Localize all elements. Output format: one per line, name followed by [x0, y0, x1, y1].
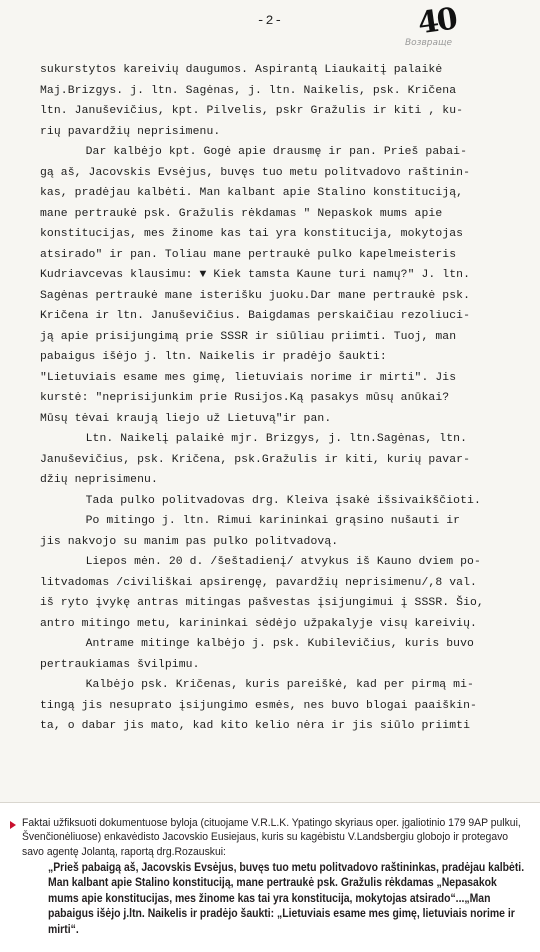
typed-line: Januševičius, psk. Kričena, psk.Gražulis ir kiti, kurių pavar- [40, 453, 471, 466]
typed-line: ltn. Januševičius, kpt. Pilvelis, pskr Gražulis ir kiti , ku- [40, 105, 464, 117]
caption-quote: „Prieš pabaigą aš, Jacovskis Evsėjus, buvęs tuo metu politvadovo raštininkas, pradėjau kalbėti. Man kalbant apie Stalino konstituciją, mane pertraukė psk. Gražulis rėkdamas „Nepasakok mums apie konstitucijas, mes žinome kas tai yra konstitucija, mokytojas atsirado“...„Man pabaigus išėjo j.ltn. Naikelis ir pradėjo šaukti: „Lietuviais esame mes gimę, lietuviais norime ir mirti“. [48, 860, 525, 936]
typed-line: Kalbėjo psk. Kričenas, kuris pareiškė, kad per pirmą mi- [85, 679, 474, 691]
typed-line: ta, o dabar jis mato, kad kito kelio nėra ir jis siūlo priimti [40, 720, 471, 732]
typed-line: kurstė: "neprisijunkim prie Rusijos.Ką pasakys mūsų anūkai? [40, 392, 450, 404]
typed-line: pabaigus išėjo j. ltn. Naikelis ir pradėjo šaukti: [40, 351, 387, 363]
typed-line: Ltn. Naikelį palaikė mjr. Brizgys, j. ltn.Sagėnas, ltn. [85, 433, 468, 445]
handwritten-page-number: 40 [415, 1, 459, 42]
typed-line: Tada pulko politvadovas drg. Kleiva įsakė išsivaikščioti. [85, 494, 481, 507]
typed-line: Kričena ir ltn. Januševičius. Baigdamas perskaičiau rezoliuci- [40, 310, 471, 322]
typed-line: sukurstytos kareivių daugumos. Aspirantą Liaukaitį palaikė [40, 64, 443, 76]
typed-line: litvadomas /civiliškai apsirengę, pavardžių neprisimenu/,8 val. [40, 576, 477, 589]
typed-line: "Lietuviais esame mes gimę, lietuviais norime ir mirti". Jis [40, 371, 457, 384]
typed-body [40, 60, 518, 737]
typed-line: tingą jis nesuprato įsijungimo esmės, nes buvo blogai paaiškin- [40, 699, 477, 712]
typed-line: rių pavardžių neprisimenu. [40, 125, 221, 138]
page-number: -2- [256, 13, 284, 28]
typed-line: iš ryto įvykę antras mitingas pašvestas įsijungimui į SSSR. Šio, [40, 597, 484, 609]
caption [10, 816, 530, 937]
typed-line: jis nakvojo su manim pas pulko politvadovą. [40, 535, 339, 548]
typed-line: Maj.Brizgys. j. ltn. Sagėnas, j. ltn. Naikelis, psk. Kričena [40, 84, 457, 97]
typed-line: Po mitingo j. ltn. Rimui karininkai grąsino nušauti ir [85, 515, 461, 527]
caption-marker-icon [10, 821, 16, 829]
typed-line: Antrame mitinge kalbėjo j. psk. Kubilevičius, kuris buvo [85, 638, 474, 650]
typed-line: kas, pradėjau kalbėti. Man kalbant apie Stalino konstituciją, [40, 187, 464, 199]
typed-line: antro mitingo metu, karininkai sėdėjo užpakalyje visų kareivių. [40, 617, 477, 630]
typed-line: Kudriavcevas klausimu: ▼ Kiek tamsta Kaune turi namų?" J. ltn. [40, 269, 471, 281]
typed-line: ją apie prisijungimą prie SSSR ir siūliau priimti. Tuoj, man [40, 330, 457, 343]
typed-line: Dar kalbėjo kpt. Gogė apie drausmę ir pan. Prieš pabai- [85, 146, 468, 158]
caption-text: Faktai užfiksuoti dokumentuose byloja (cituojame V.R.L.K. Ypatingo skyriaus oper. įgaliotinio 179 9AP pulkui, Švenčionėliuose) enkavėdisto Jacovskio Eusiejaus, kuris su kagėbistu V.Landsbergiu globojo ir protegavo savo agentę Jolantą, raportą drg.Rozauskui: [22, 817, 521, 858]
typed-line: konstitucijas, mes žinome kas tai yra konstitucija, mokytojas [40, 228, 464, 240]
typed-line: mane pertraukė psk. Gražulis rėkdamas " Nepaskok mums apie [40, 207, 443, 220]
typed-line: Sagėnas pertraukė mane isterišku juoku.Dar mane pertraukė psk. [40, 289, 471, 302]
typed-line: Mūsų tėvai kraują liejo už Lietuvą"ir pan. [40, 412, 332, 425]
typed-line: džių neprisimenu. [40, 474, 158, 486]
faint-stamp: Возвраще [405, 38, 453, 48]
typed-line: atsirado" ir pan. Toliau mane pertraukė pulko kapelmeisteris [40, 248, 457, 261]
typed-line: Liepos mėn. 20 d. /šeštadienį/ atvykus iš Kauno dviem po- [85, 556, 481, 568]
typed-line: gą aš, Jacovskis Evsėjus, buvęs tuo metu politvadovo raštinin- [40, 166, 471, 179]
typed-line: pertraukiamas švilpimu. [40, 658, 200, 671]
